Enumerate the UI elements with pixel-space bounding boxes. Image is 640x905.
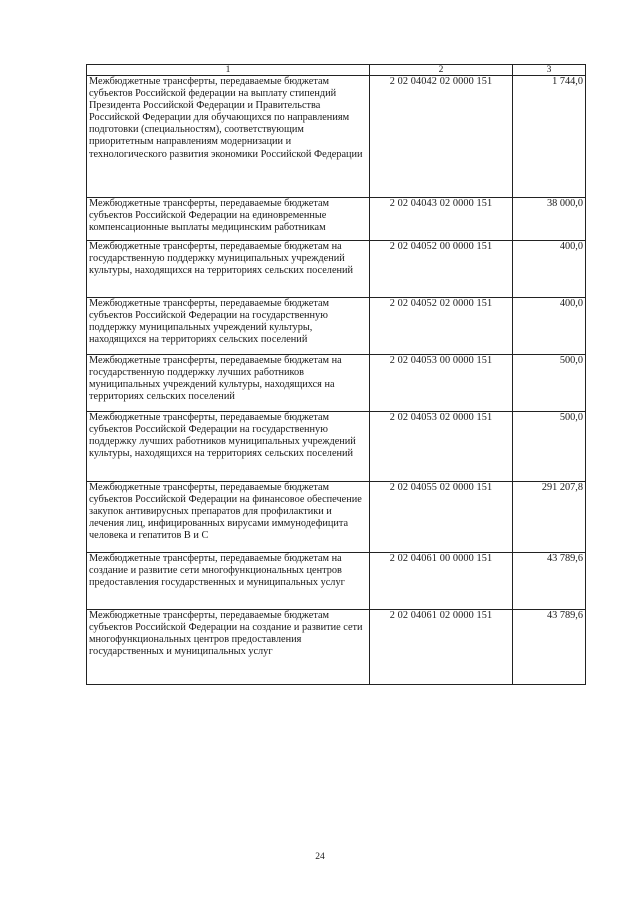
row-name: Межбюджетные трансферты, передаваемые бюджетам на создание и развитие сети многофункциональных центров предоставления государственных и муниципальных услуг [87,553,370,610]
budget-transfers-table [86,64,586,685]
table-row [87,298,586,355]
table-row [87,76,586,198]
table-row [87,241,586,298]
row-amount: 43 789,6 [513,610,586,685]
table-row [87,355,586,412]
header-col-3: 3 [513,65,586,76]
table-row [87,610,586,685]
row-amount: 400,0 [513,298,586,355]
row-name: Межбюджетные трансферты, передаваемые бюджетам субъектов Российской Федерации на создание и развитие сети многофункциональных центров предоставления государственных и муниципальных услуг [87,610,370,685]
row-code: 2 02 04042 02 0000 151 [370,76,513,198]
row-amount: 291 207,8 [513,482,586,553]
header-col-2: 2 [370,65,513,76]
row-amount: 500,0 [513,355,586,412]
row-code: 2 02 04053 02 0000 151 [370,412,513,482]
row-code: 2 02 04061 00 0000 151 [370,553,513,610]
table-row [87,412,586,482]
table-row [87,553,586,610]
row-amount: 500,0 [513,412,586,482]
table-header-row [87,65,586,76]
row-name: Межбюджетные трансферты, передаваемые бюджетам субъектов Российской Федерации на финансовое обеспечение закупок антивирусных препаратов для профилактики и лечения лиц, инфицированных вирусами иммунодефицита человека и гепатитов В и С [87,482,370,553]
row-name: Межбюджетные трансферты, передаваемые бюджетам субъектов Российской Федерации на государственную поддержку муниципальных учреждений культуры, находящихся на территориях сельских поселений [87,298,370,355]
row-code: 2 02 04053 00 0000 151 [370,355,513,412]
row-amount: 1 744,0 [513,76,586,198]
row-amount: 38 000,0 [513,198,586,241]
row-amount: 43 789,6 [513,553,586,610]
row-name: Межбюджетные трансферты, передаваемые бюджетам на государственную поддержку лучших работников муниципальных учреждений культуры, находящихся на территориях сельских поселений [87,355,370,412]
row-code: 2 02 04052 02 0000 151 [370,298,513,355]
row-name: Межбюджетные трансферты, передаваемые бюджетам субъектов Российской федерации на выплату стипендий Президента Российской Федерации и Правительства Российской Федерации для обучающихся по направлениям подготовки (специальностям), соответствующим приоритетным направлениям модернизации и технологического развития экономики Российской Федерации [87,76,370,198]
row-name: Межбюджетные трансферты, передаваемые бюджетам на государственную поддержку муниципальных учреждений культуры, находящихся на территориях сельских поселений [87,241,370,298]
table-row [87,482,586,553]
row-code: 2 02 04055 02 0000 151 [370,482,513,553]
page-number: 24 [315,852,325,862]
row-code: 2 02 04043 02 0000 151 [370,198,513,241]
row-amount: 400,0 [513,241,586,298]
header-col-1: 1 [87,65,370,76]
row-code: 2 02 04061 02 0000 151 [370,610,513,685]
row-code: 2 02 04052 00 0000 151 [370,241,513,298]
row-name: Межбюджетные трансферты, передаваемые бюджетам субъектов Российской Федерации на единовременные компенсационные выплаты медицинским работникам [87,198,370,241]
table-row [87,198,586,241]
row-name: Межбюджетные трансферты, передаваемые бюджетам субъектов Российской Федерации на государственную поддержку лучших работников муниципальных учреждений культуры, находящихся на территориях сельских поселений [87,412,370,482]
